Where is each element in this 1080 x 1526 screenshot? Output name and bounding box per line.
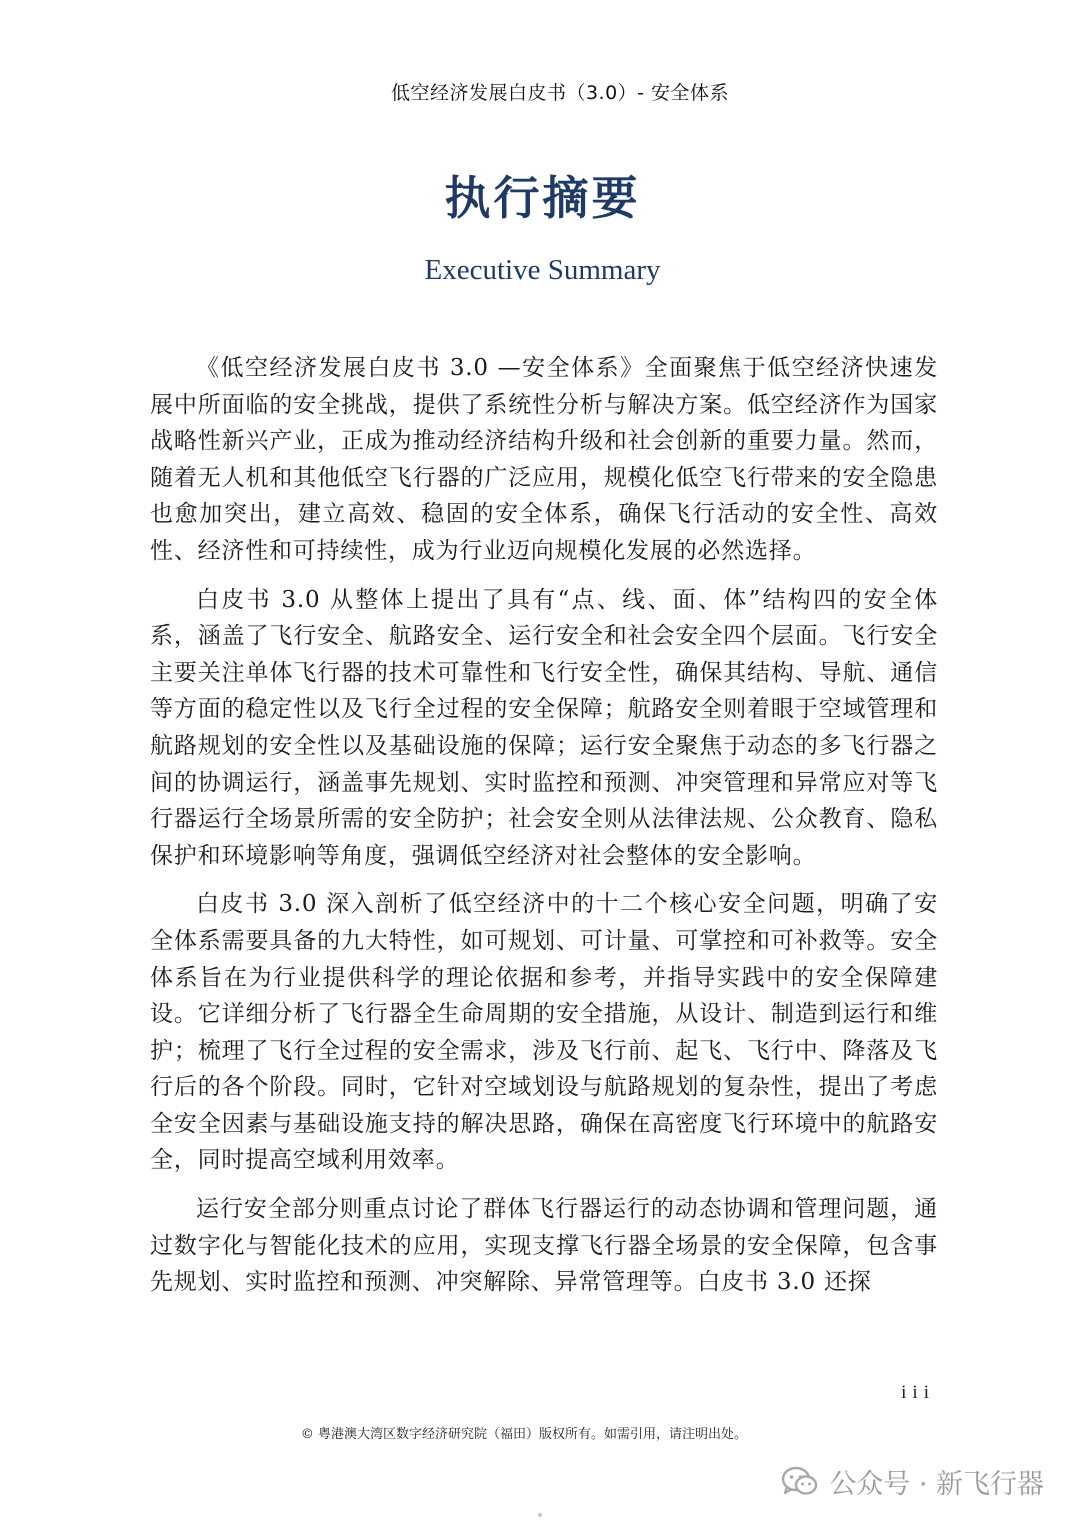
paragraph-2: 白皮书 3.0 从整体上提出了具有“点、线、面、体”结构四的安全体系，涵盖了飞行安全、航路安全、运行安全和社会安全四个层面。飞行安全主要关注单体飞行器的技术可靠性和飞行安全性，确保其结构、导航、通信等方面的稳定性以及飞行全过程的安全保障；航路安全则着眼于空域管理和航路规划的安全性以及基础设施的保障；运行安全聚焦于动态的多飞行器之间的协调运行，涵盖事先规划、实时监控和预测、冲突管理和异常应对等飞行器运行全场景所需的安全防护；社会安全则从法律法规、公众教育、隐私保护和环境影响等角度，强调低空经济对社会整体的安全影响。 [150, 586, 938, 869]
page-number: iii [901, 1382, 935, 1403]
watermark-text: 公众号 · 新飞行器 [829, 1469, 1044, 1500]
running-header: 低空经济发展白皮书（3.0）- 安全体系 [390, 82, 730, 104]
watermark [781, 1462, 1044, 1501]
scroll-dot [538, 1513, 542, 1517]
paragraph-4: 运行安全部分则重点讨论了群体飞行器运行的动态协调和管理问题，通过数字化与智能化技术的应用，实现支撑飞行器全场景的安全保障，包含事先规划、实时监控和预测、冲突解除、异常管理等。白皮书 3.0 还探 [150, 1196, 938, 1296]
page-subtitle: Executive Summary [424, 254, 661, 286]
page-title: 执行摘要 [444, 171, 641, 225]
paragraph-3: 白皮书 3.0 深入剖析了低空经济中的十二个核心安全问题，明确了安全体系需要具备的九大特性，如可规划、可计量、可掌控和可补救等。安全体系旨在为行业提供科学的理论依据和参考，并指导实践中的安全保障建设。它详细分析了飞行器全生命周期的安全措施，从设计、制造到运行和维护；梳理了飞行全过程的安全需求，涉及飞行前、起飞、飞行中、降落及飞行后的各个阶段。同时，它针对空域划设与航路规划的复杂性，提出了考虑全安全因素与基础设施支持的解决思路，确保在高密度飞行环境中的航路安全，同时提高空域利用效率。 [150, 891, 938, 1174]
paragraph-1: 《低空经济发展白皮书 3.0 —安全体系》全面聚焦于低空经济快速发展中所面临的安全挑战，提供了系统性分析与解决方案。低空经济作为国家战略性新兴产业，正成为推动经济结构升级和社会创新的重要力量。然而，随着无人机和其他低空飞行器的广泛应用，规模化低空飞行带来的安全隐患也愈加突出，建立高效、稳固的安全体系，确保飞行活动的安全性、高效性、经济性和可持续性，成为行业迈向规模化发展的必然选择。 [150, 355, 938, 564]
body-text [150, 350, 938, 1313]
copyright-notice: © 粤港澳大湾区数字经济研究院（福田）版权所有。如需引用，请注明出处。 [300, 1427, 748, 1442]
wechat-icon [781, 1466, 819, 1498]
